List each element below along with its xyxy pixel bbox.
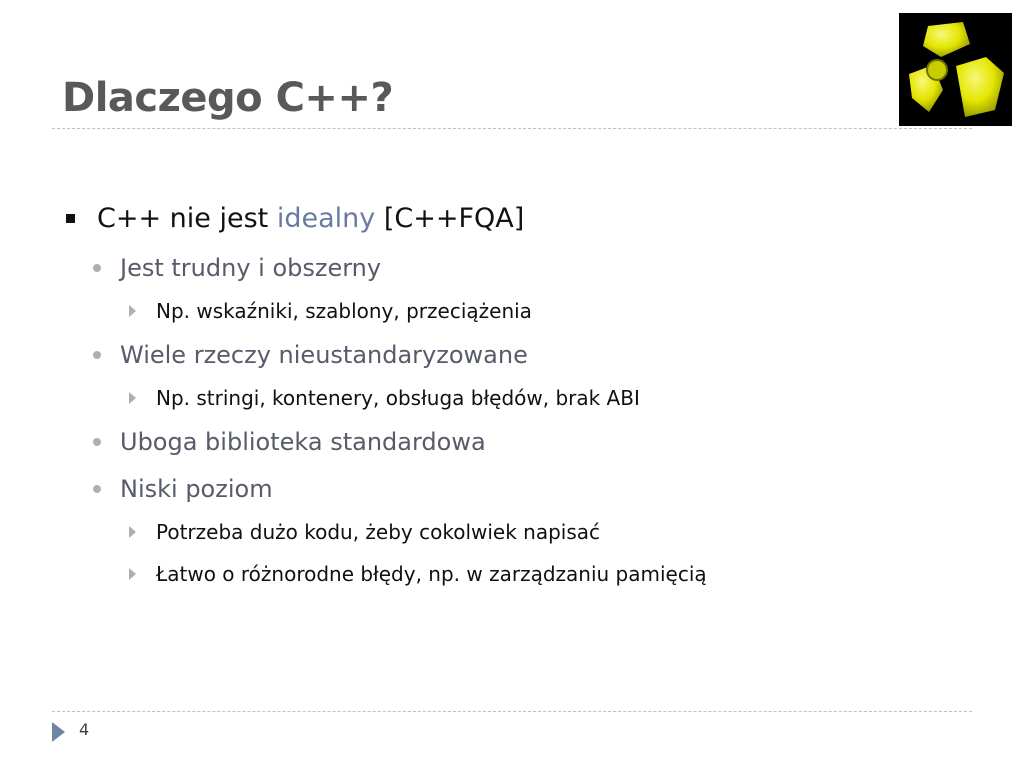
bullet-text: Wiele rzeczy nieustandaryzowane	[120, 341, 528, 369]
dot-bullet-icon	[93, 264, 101, 272]
bullet-level3	[127, 557, 707, 591]
bullet-level3	[127, 515, 600, 549]
bullet-text: Uboga biblioteka standardowa	[120, 428, 486, 456]
bullet-level1	[62, 196, 524, 240]
dot-bullet-icon	[93, 485, 101, 493]
bullet-level2	[92, 248, 381, 288]
slide-title: Dlaczego C++?	[62, 75, 394, 121]
bullet-level2	[92, 422, 486, 462]
bullet-text: Np. stringi, kontenery, obsługa błędów, brak ABI	[156, 386, 640, 410]
triangle-bullet-icon	[129, 392, 136, 404]
bullet-text: Łatwo o różnorodne błędy, np. w zarządzaniu pamięcią	[156, 562, 707, 586]
bullet-text: Niski poziom	[120, 475, 273, 503]
bullet-level3	[127, 381, 640, 415]
triangle-bullet-icon	[129, 305, 136, 317]
triangle-bullet-icon	[129, 526, 136, 538]
bullet-text: Jest trudny i obszerny	[120, 254, 382, 282]
bullet-text: Potrzeba dużo kodu, żeby cokolwiek napisać	[156, 520, 601, 544]
bullet-level2	[92, 335, 528, 375]
triangle-bullet-icon	[129, 568, 136, 580]
page-number: 4	[79, 720, 90, 739]
play-arrow-icon	[52, 722, 65, 742]
bullet-level2	[92, 469, 273, 509]
dot-bullet-icon	[93, 438, 101, 446]
bullet-text-prefix: C++ nie jest	[97, 202, 277, 234]
bullet-level3	[127, 294, 532, 328]
footer-divider	[52, 711, 972, 712]
bullet-text-suffix: [C++FQA]	[375, 202, 525, 234]
bullet-text: Np. wskaźniki, szablony, przeciążenia	[156, 299, 532, 323]
square-bullet-icon	[66, 214, 75, 223]
dot-bullet-icon	[93, 351, 101, 359]
bullet-highlight: idealny	[276, 202, 376, 234]
